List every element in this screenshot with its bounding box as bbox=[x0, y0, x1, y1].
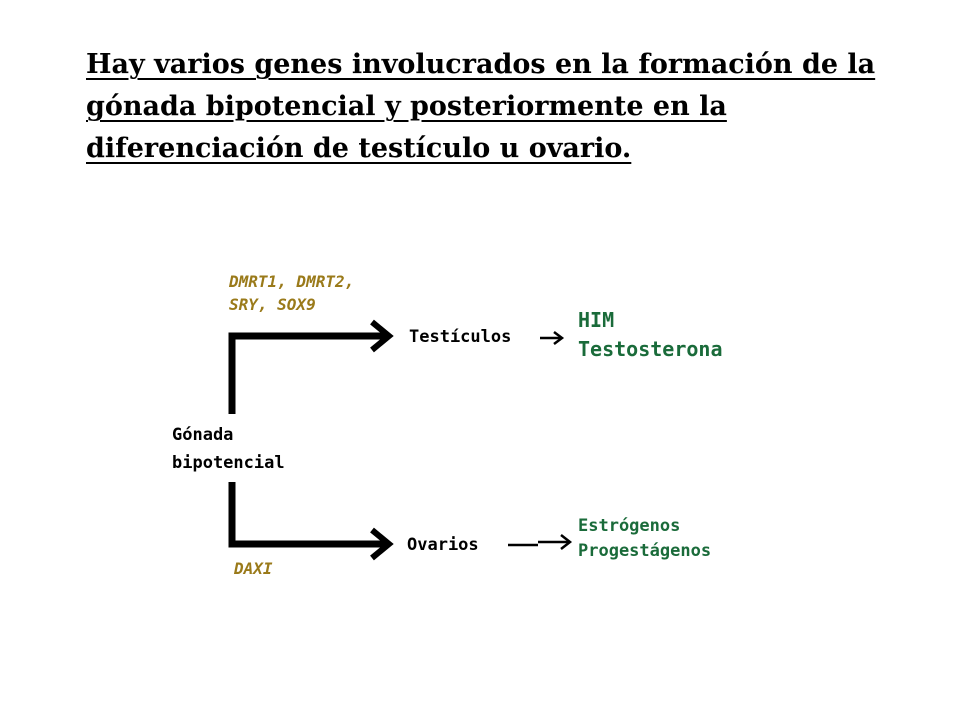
output-estrogenos: Estrógenos bbox=[578, 516, 681, 536]
upper-gene-label bbox=[229, 270, 354, 316]
upper-gene-line-2: SRY, SOX9 bbox=[229, 295, 316, 314]
root-line-1: Gónada bbox=[172, 425, 234, 445]
root-line-2: bipotencial bbox=[172, 453, 285, 473]
output-testosterona: Testosterona bbox=[578, 337, 723, 361]
output-him: HIM bbox=[578, 308, 615, 332]
ovarios-outputs bbox=[578, 514, 711, 564]
upper-branch-line bbox=[232, 336, 388, 414]
title-line-3: diferenciación de testículo u ovario. bbox=[86, 133, 632, 164]
root-node-label bbox=[172, 421, 285, 477]
lower-gene-label: DAXI bbox=[234, 559, 273, 578]
title-line-2: gónada bipotencial y posteriormente en la bbox=[86, 91, 727, 122]
ovarios-label: Ovarios bbox=[407, 535, 479, 555]
title-line-1: Hay varios genes involucrados en la formación de la bbox=[86, 49, 876, 80]
output-progestagenos: Progestágenos bbox=[578, 541, 712, 561]
testiculos-outputs bbox=[578, 306, 723, 364]
lower-branch-line bbox=[232, 482, 388, 544]
testiculos-label: Testículos bbox=[409, 327, 512, 347]
upper-gene-line-1: DMRT1, DMRT2, bbox=[229, 272, 355, 291]
